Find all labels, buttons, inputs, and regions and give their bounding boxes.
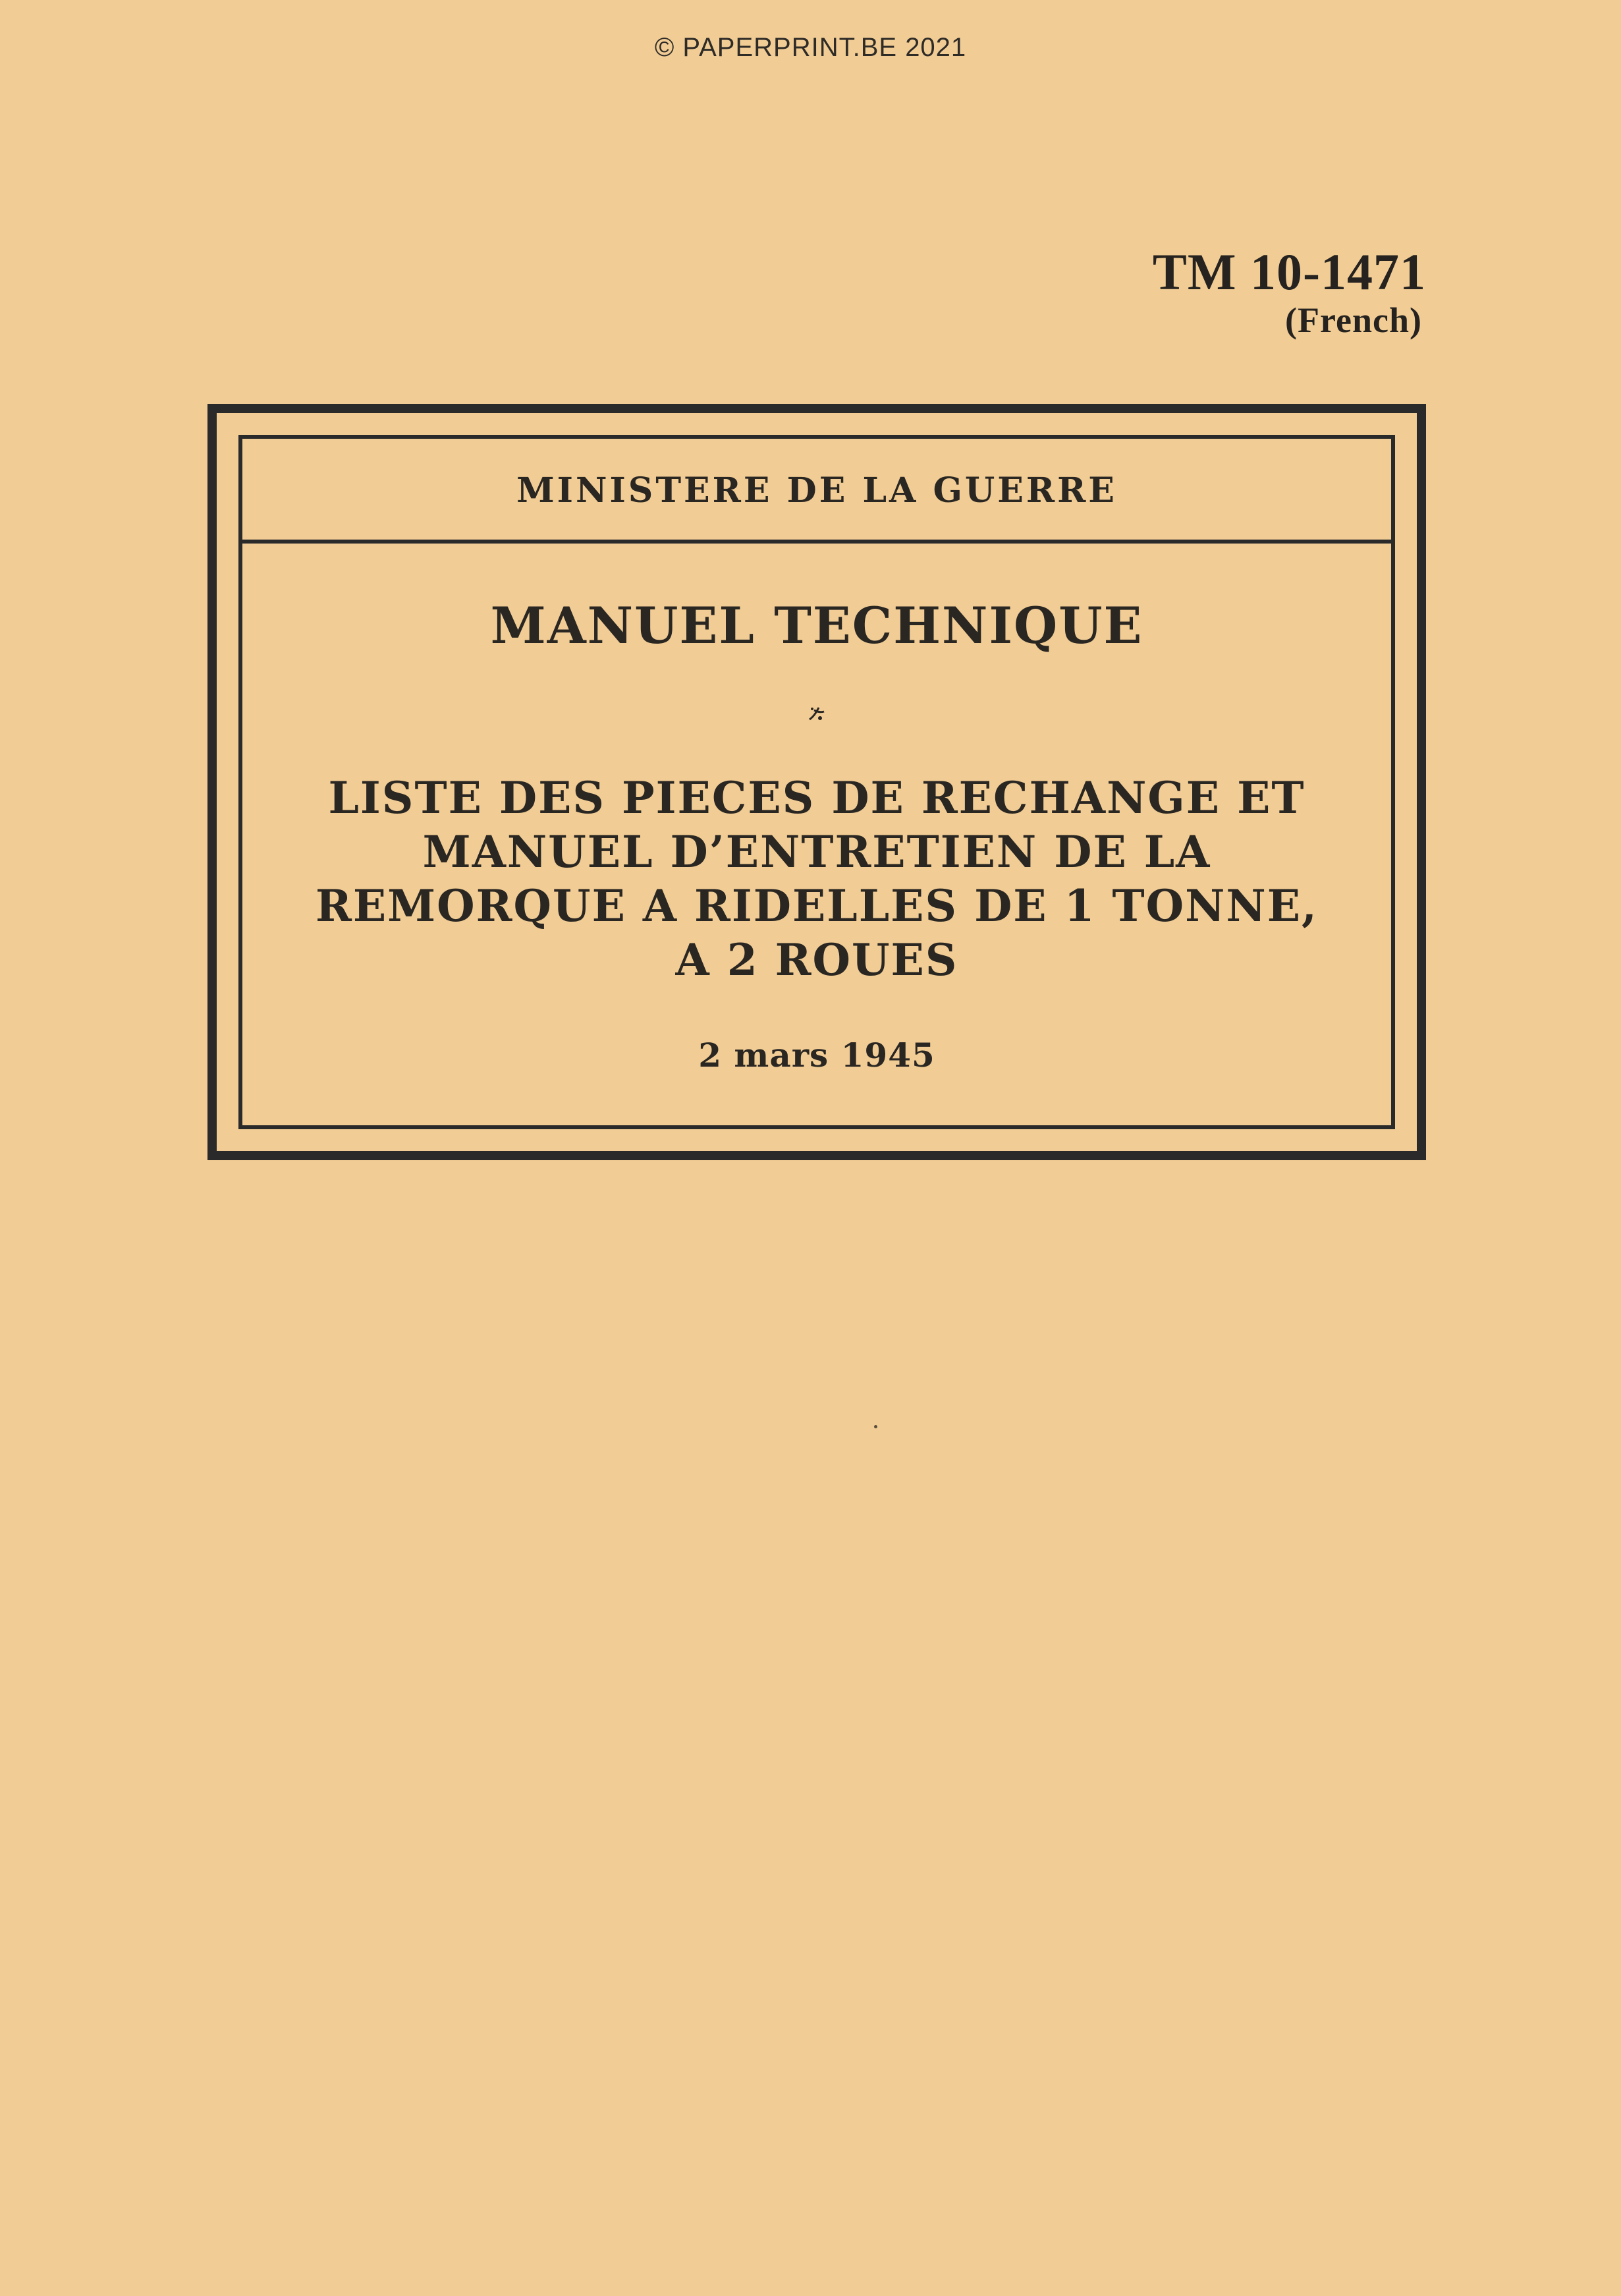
language-label: (French) <box>1285 300 1422 340</box>
title-line: REMORQUE A RIDELLES DE 1 TONNE, <box>315 880 1319 932</box>
document-id-block <box>1153 244 1426 340</box>
tm-number: TM 10-1471 <box>1152 243 1426 300</box>
paper-speck <box>874 1425 877 1428</box>
ministry-name: MINISTERE DE LA GUERRE <box>516 470 1117 511</box>
publication-date: 2 mars 1945 <box>698 1036 935 1075</box>
ministry-header <box>238 435 1395 544</box>
document-title <box>263 771 1370 987</box>
title-line: MANUEL D’ENTRETIEN DE LA <box>422 826 1211 878</box>
title-line: A 2 ROUES <box>675 934 958 986</box>
title-line: LISTE DES PIECES DE RECHANGE ET <box>328 772 1305 824</box>
fleuron-icon <box>807 704 827 723</box>
document-type-heading: MANUEL TECHNIQUE <box>490 596 1143 655</box>
copyright-watermark: © PAPERPRINT.BE 2021 <box>654 33 967 62</box>
